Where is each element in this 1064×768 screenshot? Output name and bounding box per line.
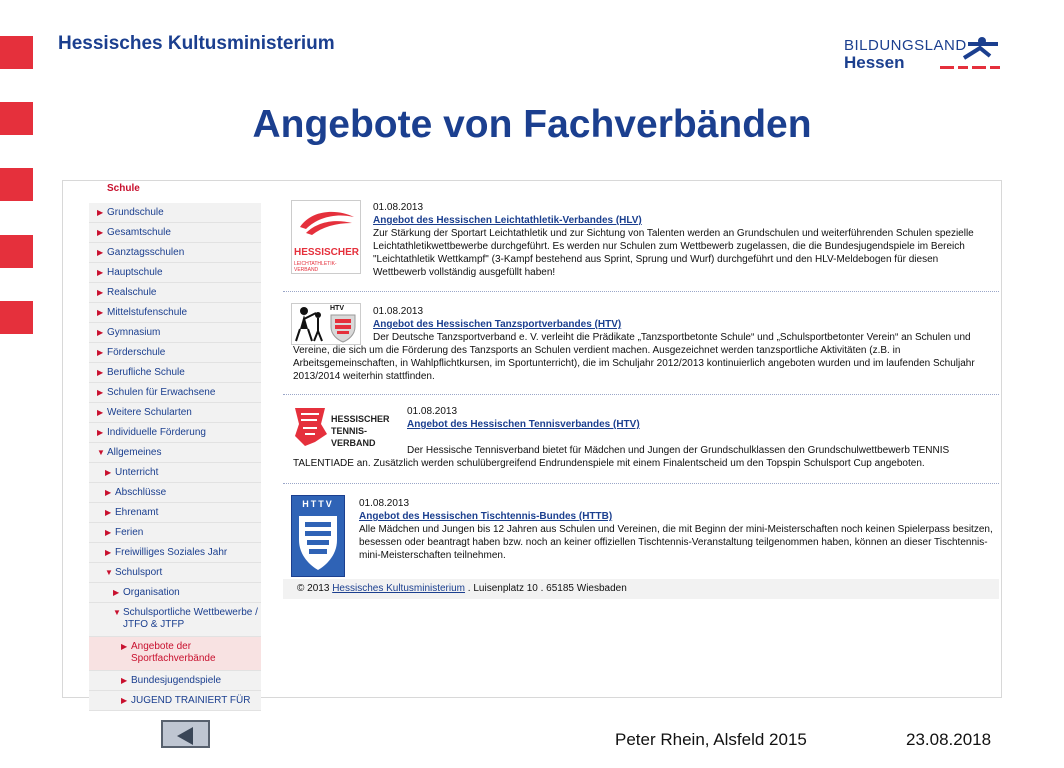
triangle-right-icon: ▶ (97, 388, 104, 397)
sidebar-item-label: Schulen für Erwachsene (107, 387, 216, 398)
sidebar-item-label: Organisation (123, 587, 180, 598)
triangle-right-icon: ▶ (105, 468, 112, 477)
tennis-logo-line1: HESSISCHER (331, 414, 390, 424)
sidebar-item-label: Abschlüsse (115, 487, 167, 498)
decor-square (0, 168, 33, 201)
sidebar-item-label: Förderschule (107, 347, 166, 358)
logo-line2: Hessen (844, 53, 905, 72)
triangle-right-icon: ▶ (97, 288, 104, 297)
triangle-right-icon: ▶ (97, 268, 104, 277)
triangle-right-icon: ▶ (97, 428, 104, 437)
sidebar-item[interactable] (89, 343, 261, 363)
entry-link-hlv[interactable]: Angebot des Hessischen Leichtathletik-Verbandes (HLV) (373, 215, 642, 226)
sidebar-item-label: Realschule (107, 287, 157, 298)
decor-square (0, 301, 33, 334)
triangle-right-icon: ▶ (97, 228, 104, 237)
triangle-down-icon: ▼ (97, 448, 105, 457)
httv-logo (291, 495, 345, 577)
triangle-right-icon: ▶ (97, 308, 104, 317)
sidebar-item-label: Ferien (115, 527, 144, 538)
entry-link-htv-dance[interactable]: Angebot des Hessischen Tanzsportverbandes (HTV) (373, 319, 622, 330)
nav-heading: Schule (107, 183, 140, 194)
slide-author: Peter Rhein, Alsfeld 2015 (615, 730, 807, 749)
sidebar-item[interactable] (89, 671, 261, 691)
sidebar-item-label: Berufliche Schule (107, 367, 185, 378)
sidebar-item-label: Gesamtschule (107, 227, 171, 238)
hlv-logo (291, 200, 361, 274)
sidebar-item-label: Allgemeines (107, 447, 162, 458)
sidebar-item[interactable] (89, 243, 261, 263)
sidebar-item-label: Ganztagsschulen (107, 247, 185, 258)
sidebar-item[interactable] (89, 223, 261, 243)
sidebar-item[interactable] (89, 563, 261, 583)
htv-mark: HTV (330, 305, 344, 312)
triangle-right-icon: ▶ (97, 368, 104, 377)
sidebar-item-label: Mittelstufenschule (107, 307, 188, 318)
triangle-right-icon: ▶ (121, 696, 128, 705)
sidebar-item-label: Gymnasium (107, 327, 161, 338)
sidebar-item[interactable] (89, 637, 261, 671)
website-screenshot (62, 180, 1002, 706)
triangle-right-icon: ▶ (97, 328, 104, 337)
slide-title: Angebote von Fachverbänden (252, 103, 812, 146)
swoosh-icon (292, 205, 360, 245)
triangle-right-icon: ▶ (97, 248, 104, 257)
entry-text: Der Hessische Tennisverband bietet für Mädchen und Jungen der Grundschulklassen den Grundschulwettbewerb TENNIS TALENTIADE an. Zusätzlich werden schulübergreifend Endrundenspiele mit einem Finalentscheid um den Topspin Schulsport Cup angeboten. (293, 445, 950, 469)
entry-text: Alle Mädchen und Jungen bis 12 Jahren aus Schulen und Vereinen, die mit Beginn der mini-Meisterschaften noch keinen Spielerpass besitzen, besessen oder beantragt haben bzw. noch an keiner offiziellen Tischtennis-Veranstaltung teilgenommen haben, können an dieser Tischtennis-mini-Meisterschaften teilnehmen. (359, 524, 993, 561)
hlv-logo-text: HESSISCHER (294, 247, 360, 258)
sidebar-item[interactable] (89, 303, 261, 323)
sidebar-item[interactable] (89, 423, 261, 443)
sidebar-item[interactable] (89, 503, 261, 523)
runner-icon (940, 36, 1002, 72)
site-footer (283, 579, 999, 599)
entry-date: 01.08.2013 (373, 202, 424, 213)
sidebar-item-label: Individuelle Förderung (107, 427, 206, 438)
sidebar-item-label: Angebote der Sportfachverbände (131, 641, 216, 664)
sidebar-item-label: JUGEND TRAINIERT FÜR (131, 695, 251, 706)
news-entry (283, 483, 999, 579)
entry-date: 01.08.2013 (407, 406, 458, 417)
decor-square (0, 235, 33, 268)
sidebar-item[interactable] (89, 263, 261, 283)
hesse-lion-icon (295, 514, 341, 572)
copyright: © 2013 (297, 583, 330, 594)
sidebar-item-label: Schulsport (115, 567, 163, 578)
footer-link-ministry[interactable]: Hessisches Kultusministerium (332, 583, 466, 594)
bildungsland-logo (842, 34, 1002, 74)
footer-address: . Luisenplatz 10 . 65185 Wiesbaden (467, 583, 627, 594)
sidebar-item[interactable] (89, 603, 261, 637)
sidebar-nav (89, 181, 261, 711)
sidebar-item-label: Unterricht (115, 467, 159, 478)
sidebar-item[interactable] (89, 691, 261, 711)
sidebar-item-label: Weitere Schularten (107, 407, 192, 418)
entry-text: Der Deutsche Tanzsportverband e. V. verleiht die Prädikate „Tanzsportbetonte Schule“ und „Schulsportbetonter Verein“ an Schulen und Vereine, die sich um die Förderung des Tanzsports an Schulen verdient machen. Ausgezeichnet werden tanzsportliche Aktivitäten (z.B. in Arbeitsgemeinschaften, in Wahlpflichtkursen, im Sportunterricht), die im Schuljahr 2012/2013 kontinuierlich angeboten wurden und im laufenden Schuljahr 2013/2014 weiterhin stattfinden. (293, 332, 975, 382)
ministry-name: Hessisches Kultusministerium (58, 33, 335, 54)
triangle-right-icon: ▶ (105, 508, 112, 517)
sidebar-item[interactable] (89, 443, 261, 463)
entry-link-htv-tennis[interactable]: Angebot des Hessischen Tennisverbandes (HTV) (407, 419, 640, 430)
sidebar-item-label: Freiwilliges Soziales Jahr (115, 547, 228, 558)
triangle-right-icon: ▶ (105, 488, 112, 497)
sidebar-item-label: Ehrenamt (115, 507, 159, 518)
logo-line1: BILDUNGSLAND (844, 37, 967, 54)
sidebar-item[interactable] (89, 203, 261, 223)
sidebar-item[interactable] (89, 403, 261, 423)
triangle-right-icon: ▶ (105, 528, 112, 537)
entry-link-httb[interactable]: Angebot des Hessischen Tischtennis-Bundes (HTTB) (359, 511, 613, 522)
triangle-right-icon: ▶ (121, 676, 128, 685)
sidebar-item-label: Schulsportliche Wettbewerbe / JTFO & JTFP (123, 607, 258, 630)
news-entry (283, 185, 999, 292)
sidebar-item[interactable] (89, 583, 261, 603)
hlv-logo-sub: LEICHTATHLETIK-VERBAND (294, 261, 337, 273)
sidebar-item-label: Grundschule (107, 207, 164, 218)
entry-date: 01.08.2013 (359, 498, 410, 509)
sidebar-item[interactable] (89, 483, 261, 503)
sidebar-item[interactable] (89, 363, 261, 383)
triangle-left-icon (177, 727, 193, 745)
sidebar-item[interactable] (89, 323, 261, 343)
triangle-right-icon: ▶ (105, 548, 112, 557)
sidebar-item[interactable] (89, 523, 261, 543)
triangle-down-icon: ▼ (113, 608, 121, 617)
sidebar-item[interactable] (89, 283, 261, 303)
slide-date: 23.08.2018 (906, 730, 992, 749)
sidebar-item[interactable] (89, 383, 261, 403)
sidebar-item-label: Bundesjugendspiele (131, 675, 222, 686)
httv-mark: HTTV (302, 499, 334, 509)
entry-date: 01.08.2013 (373, 306, 424, 317)
sidebar-item[interactable] (89, 543, 261, 563)
sidebar-item[interactable] (89, 463, 261, 483)
triangle-down-icon: ▼ (105, 568, 113, 577)
triangle-right-icon: ▶ (97, 348, 104, 357)
tennis-logo-line2: TENNIS- (331, 426, 367, 436)
triangle-right-icon: ▶ (121, 642, 128, 651)
triangle-right-icon: ▶ (97, 408, 104, 417)
sidebar-item-label: Hauptschule (107, 267, 163, 278)
triangle-right-icon: ▶ (113, 588, 120, 597)
news-entry (283, 291, 999, 395)
news-entry (283, 394, 999, 484)
triangle-right-icon: ▶ (97, 208, 104, 217)
decor-square (0, 36, 33, 69)
tennis-logo-line3: VERBAND (331, 438, 376, 448)
back-button[interactable] (161, 720, 210, 748)
entry-text: Zur Stärkung der Sportart Leichtathletik und zur Sichtung von Talenten werden an Grundschulen und weiterführenden Schulen spezielle Leichtathletikwettbewerbe durchgeführt. Es werden nur Schulen zum Wettbewerb zugelassen, die die Bundesjugendspiele im Bereich "Leichtathletik Wettkampf" (3-Kampf bestehend aus Sprint, Sprung und Wurf) durchgeführt und den HLV-Meldebogen für diesen Wettbewerb vollständig ausgefüllt haben! (373, 228, 974, 278)
